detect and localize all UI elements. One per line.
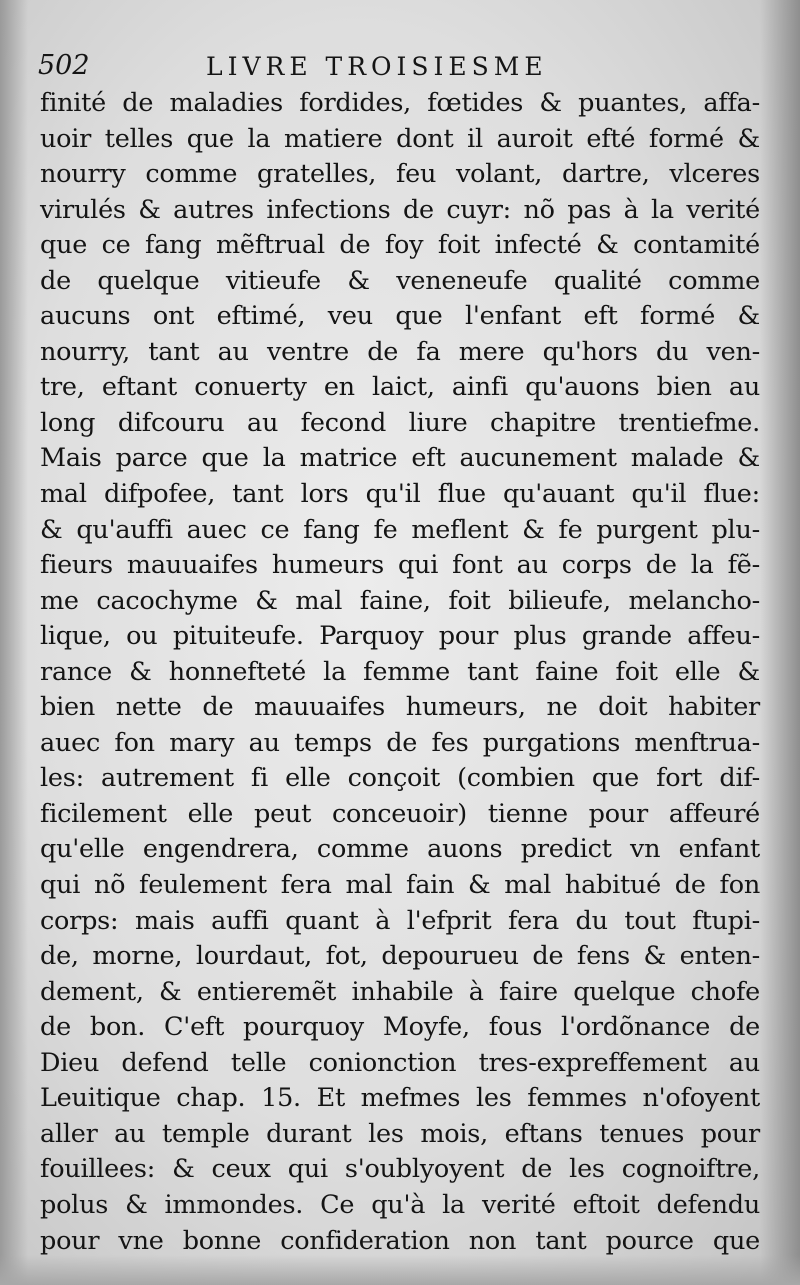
text-line: ficilement elle peut conceuoir) tienne pour affeuré — [40, 798, 760, 829]
text-line: nourry, tant au ventre de fa mere qu'hors du ven- — [40, 336, 760, 367]
page-header — [38, 48, 758, 88]
text-line: fouillees: & ceux qui s'oublyoyent de les cognoiftre, — [40, 1154, 760, 1185]
text-line: Mais parce que la matrice eft aucunement malade & — [40, 443, 760, 474]
text-line: de bon. C'eft pourquoy Moyfe, fous l'ordõnance de — [40, 1012, 760, 1043]
text-line: de quelque vitieufe & veneneufe qualité comme — [40, 265, 760, 296]
text-line: de, morne, lourdaut, fot, depourueu de fens & enten- — [40, 941, 760, 972]
page-edge-shadow-bottom — [0, 1255, 800, 1285]
text-line: uoir telles que la matiere dont il auroit efté formé & — [40, 123, 760, 154]
page-number: 502 — [38, 50, 90, 81]
text-line: Dieu defend telle conionction tres-expreffement au — [40, 1047, 760, 1078]
text-line: rance & honnefteté la femme tant faine foit elle & — [40, 656, 760, 687]
text-line: qu'elle engendrera, comme auons predict vn enfant — [40, 834, 760, 865]
page-edge-shadow-right — [760, 0, 800, 1285]
text-line: & qu'auffi auec ce fang fe meflent & fe purgent plu- — [40, 514, 760, 545]
running-head: LIVRE TROISIESME — [206, 52, 548, 81]
text-line: dement, & entieremẽt inhabile à faire quelque chofe — [40, 976, 760, 1007]
body-text — [40, 86, 760, 1259]
text-line: finité de maladies fordides, fœtides & puantes, affa- — [40, 88, 760, 118]
text-line: nourry comme gratelles, feu volant, dartre, vlceres — [40, 159, 760, 190]
text-line: lique, ou pituiteufe. Parquoy pour plus grande affeu- — [40, 621, 760, 652]
text-line: aucuns ont eftimé, veu que l'enfant eft formé & — [40, 301, 760, 332]
text-line: long difcouru au fecond liure chapitre trentiefme. — [40, 407, 760, 438]
text-line: que ce fang mẽftrual de foy foit infecté & contamité — [40, 230, 760, 261]
text-line: mal difpofee, tant lors qu'il flue qu'auant qu'il flue: — [40, 479, 760, 510]
text-line: auec fon mary au temps de fes purgations menftrua- — [40, 727, 760, 758]
text-line: virulés & autres infections de cuyr: nõ pas à la verité — [40, 194, 760, 225]
page-edge-shadow-left — [0, 0, 28, 1285]
text-line: bien nette de mauuaifes humeurs, ne doit habiter — [40, 692, 760, 723]
text-line: les: autrement fi elle conçoit (combien que fort dif- — [40, 763, 760, 794]
text-line: corps: mais auffi quant à l'efprit fera du tout ftupi- — [40, 905, 760, 936]
text-line: fieurs mauuaifes humeurs qui font au corps de la fẽ- — [40, 550, 760, 581]
text-line: tre, eftant conuerty en laict, ainfi qu'auons bien au — [40, 372, 760, 403]
text-line: pour vne bonne confideration non tant pource que — [40, 1225, 760, 1256]
text-line: me cacochyme & mal faine, foit bilieufe, melancho- — [40, 585, 760, 616]
text-line: qui nõ feulement fera mal fain & mal habitué de fon — [40, 870, 760, 901]
text-line: aller au temple durant les mois, eftans tenues pour — [40, 1118, 760, 1149]
text-line: Leuitique chap. 15. Et mefmes les femmes n'ofoyent — [40, 1083, 760, 1114]
text-line: polus & immondes. Ce qu'à la verité eftoit defendu — [40, 1189, 760, 1220]
